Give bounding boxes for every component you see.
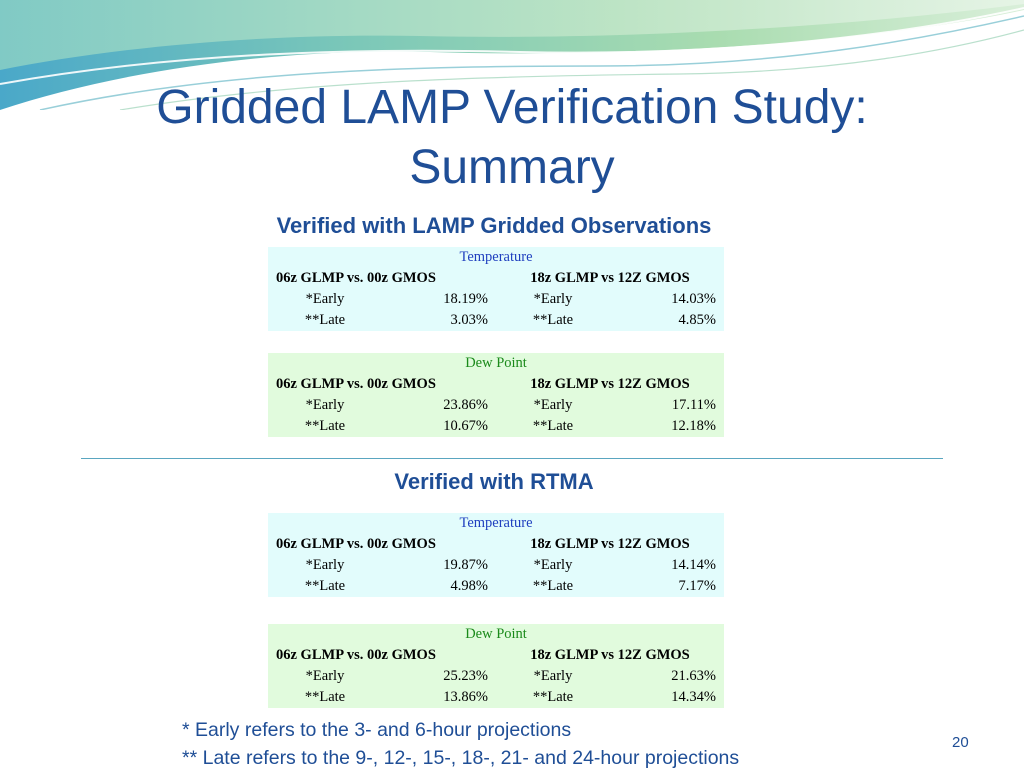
row-value: 7.17% [678,578,716,594]
column-header-right: 18z GLMP vs 12Z GMOS [530,536,690,552]
row-value: 13.86% [443,689,488,705]
dewpoint-table-lamp-gridded [268,353,724,437]
temperature-table-lamp-gridded [268,247,724,331]
table-title: Dew Point [465,626,527,642]
table-row [268,666,724,687]
table-row [268,416,724,437]
page-number: 20 [952,734,969,751]
column-header-right: 18z GLMP vs 12Z GMOS [530,376,690,392]
dewpoint-table-rtma [268,624,724,708]
column-header-left: 06z GLMP vs. 00z GMOS [276,536,436,552]
section-heading-rtma: Verified with RTMA [394,469,594,494]
section-divider [81,458,943,459]
slide-title-line1: Gridded LAMP Verification Study: [156,81,868,134]
row-label: *Early [305,557,345,573]
row-value: 10.67% [443,418,488,434]
row-label: *Early [533,557,573,573]
table-row [268,395,724,416]
column-header-left: 06z GLMP vs. 00z GMOS [276,647,436,663]
column-header-right: 18z GLMP vs 12Z GMOS [530,647,690,663]
column-header-left: 06z GLMP vs. 00z GMOS [276,376,436,392]
row-value: 25.23% [443,668,488,684]
row-label: *Early [305,291,345,307]
row-value: 23.86% [443,397,488,413]
slide-title-line2: Summary [409,141,615,194]
row-label: **Late [532,418,574,434]
row-value: 4.98% [450,578,488,594]
row-label: **Late [304,578,346,594]
row-label: *Early [533,291,573,307]
footnotes [182,716,739,772]
row-value: 18.19% [443,291,488,307]
row-value: 12.18% [671,418,716,434]
row-value: 21.63% [671,668,716,684]
section-heading-lamp-gridded: Verified with LAMP Gridded Observations [276,213,712,238]
footnote-early: * Early refers to the 3- and 6-hour projections [182,719,572,741]
row-value: 4.85% [678,312,716,328]
table-row [268,555,724,576]
row-label: **Late [532,312,574,328]
column-header-left: 06z GLMP vs. 00z GMOS [276,270,436,286]
footnote-late: ** Late refers to the 9-, 12-, 15-, 18-, 21- and 24-hour projections [182,747,740,769]
row-value: 14.03% [671,291,716,307]
row-label: **Late [304,689,346,705]
table-row [268,289,724,310]
row-label: *Early [533,397,573,413]
table-title: Temperature [459,515,533,531]
row-value: 19.87% [443,557,488,573]
table-row [268,310,724,331]
row-value: 17.11% [671,397,716,413]
row-label: **Late [304,418,346,434]
row-label: **Late [304,312,346,328]
row-value: 14.14% [671,557,716,573]
row-label: *Early [305,397,345,413]
table-row [268,687,724,708]
row-value: 3.03% [450,312,488,328]
table-row [268,576,724,597]
table-title: Dew Point [465,355,527,371]
table-title: Temperature [459,249,533,265]
slide-title [40,78,984,198]
row-label: *Early [533,668,573,684]
temperature-table-rtma [268,513,724,597]
row-label: **Late [532,689,574,705]
row-label: **Late [532,578,574,594]
row-label: *Early [305,668,345,684]
row-value: 14.34% [671,689,716,705]
column-header-right: 18z GLMP vs 12Z GMOS [530,270,690,286]
